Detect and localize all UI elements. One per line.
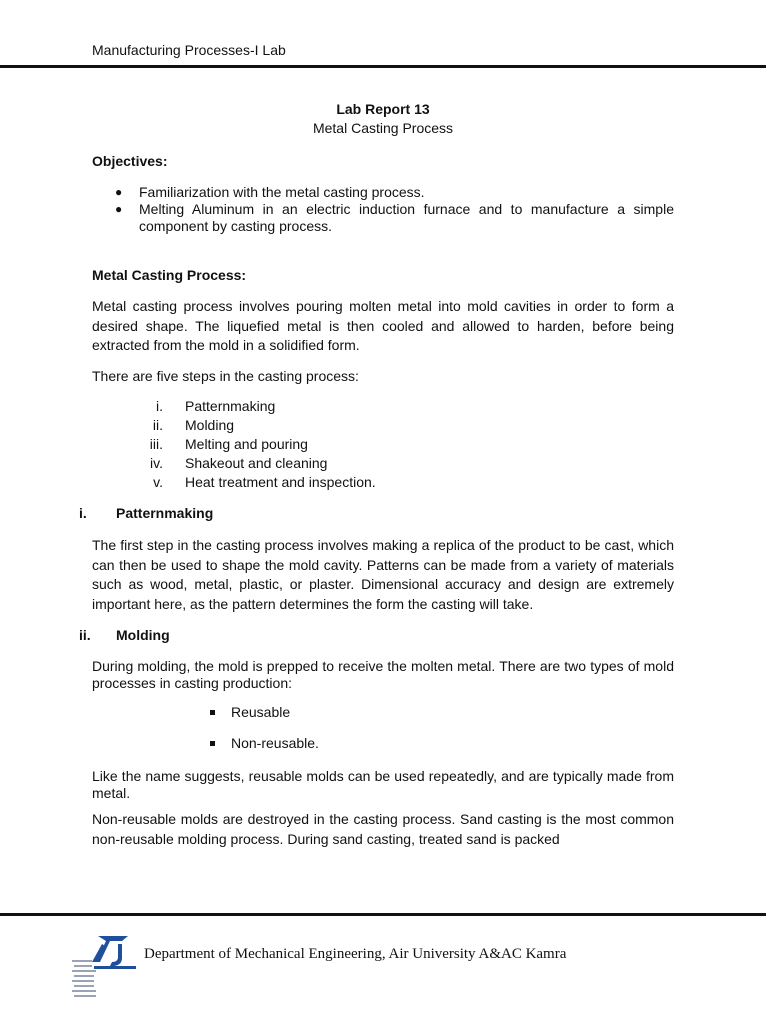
patternmaking-text: The first step in the casting process involves making a replica of the product to be cast, which can then be used to shape the mold cavity. Patterns can be made from a variety of materials such as wood, metal, plastic, or plaster. Dimensional accuracy and design are extremely important here, as the pattern determines the form the casting will take.: [92, 537, 674, 612]
molding-heading: [79, 626, 674, 645]
report-title: Lab Report 13: [336, 101, 430, 117]
step-number: ii.: [152, 417, 163, 433]
step-number: iii.: [149, 436, 163, 452]
list-item: ● Familiarization with the metal casting process.: [92, 184, 674, 201]
list-item: [92, 416, 674, 435]
running-header: Manufacturing Processes-I Lab: [92, 42, 286, 58]
list-item: [92, 397, 674, 416]
steps-list: [92, 397, 674, 492]
step-label: Shakeout and cleaning: [185, 455, 328, 471]
step-label: Molding: [185, 417, 235, 433]
list-item: Reusable: [92, 703, 674, 722]
section-number: i.: [79, 505, 87, 521]
header-rule: [0, 65, 766, 68]
casting-heading: Metal Casting Process:: [92, 267, 247, 283]
objectives-heading: Objectives:: [92, 153, 168, 169]
step-number: i.: [156, 398, 163, 414]
university-logo-icon: [70, 932, 142, 1002]
section-title: Molding: [116, 627, 170, 643]
objectives-list: [92, 184, 674, 235]
step-label: Melting and pouring: [185, 436, 308, 452]
list-item: [92, 454, 674, 473]
list-item: Non-reusable.: [92, 734, 674, 753]
footer-department: Department of Mechanical Engineering, Air University A&AC Kamra: [144, 946, 567, 962]
reusable-text: Like the name suggests, reusable molds can be used repeatedly, and are typically made from metal.: [92, 768, 674, 801]
footer-rule: [0, 913, 766, 916]
step-number: v.: [153, 474, 163, 490]
mold-types-list: [92, 703, 674, 753]
step-label: Patternmaking: [185, 398, 276, 414]
section-number: ii.: [79, 627, 91, 643]
patternmaking-heading: [79, 504, 674, 523]
section-title: Patternmaking: [116, 505, 214, 521]
list-item: ● Melting Aluminum in an electric induction furnace and to manufacture a simple component by casting process.: [92, 201, 674, 235]
list-item: [92, 473, 674, 492]
list-item: [92, 435, 674, 454]
nonreusable-text: Non-reusable molds are destroyed in the casting process. Sand casting is the most common non-reusable molding process. During sand casting, treated sand is packed: [92, 811, 674, 847]
casting-intro: Metal casting process involves pouring molten metal into mold cavities in order to form a desired shape. The liquefied metal is then cooled and allowed to harden, before being extracted from the mold in a solidified form.: [92, 298, 674, 353]
step-label: Heat treatment and inspection.: [185, 474, 376, 490]
molding-text: During molding, the mold is prepped to receive the molten metal. There are two types of mold processes in casting production:: [92, 658, 674, 691]
steps-intro: There are five steps in the casting process:: [92, 367, 359, 384]
step-number: iv.: [150, 455, 163, 471]
document-body: [79, 100, 674, 849]
report-subtitle: Metal Casting Process: [312, 120, 454, 136]
